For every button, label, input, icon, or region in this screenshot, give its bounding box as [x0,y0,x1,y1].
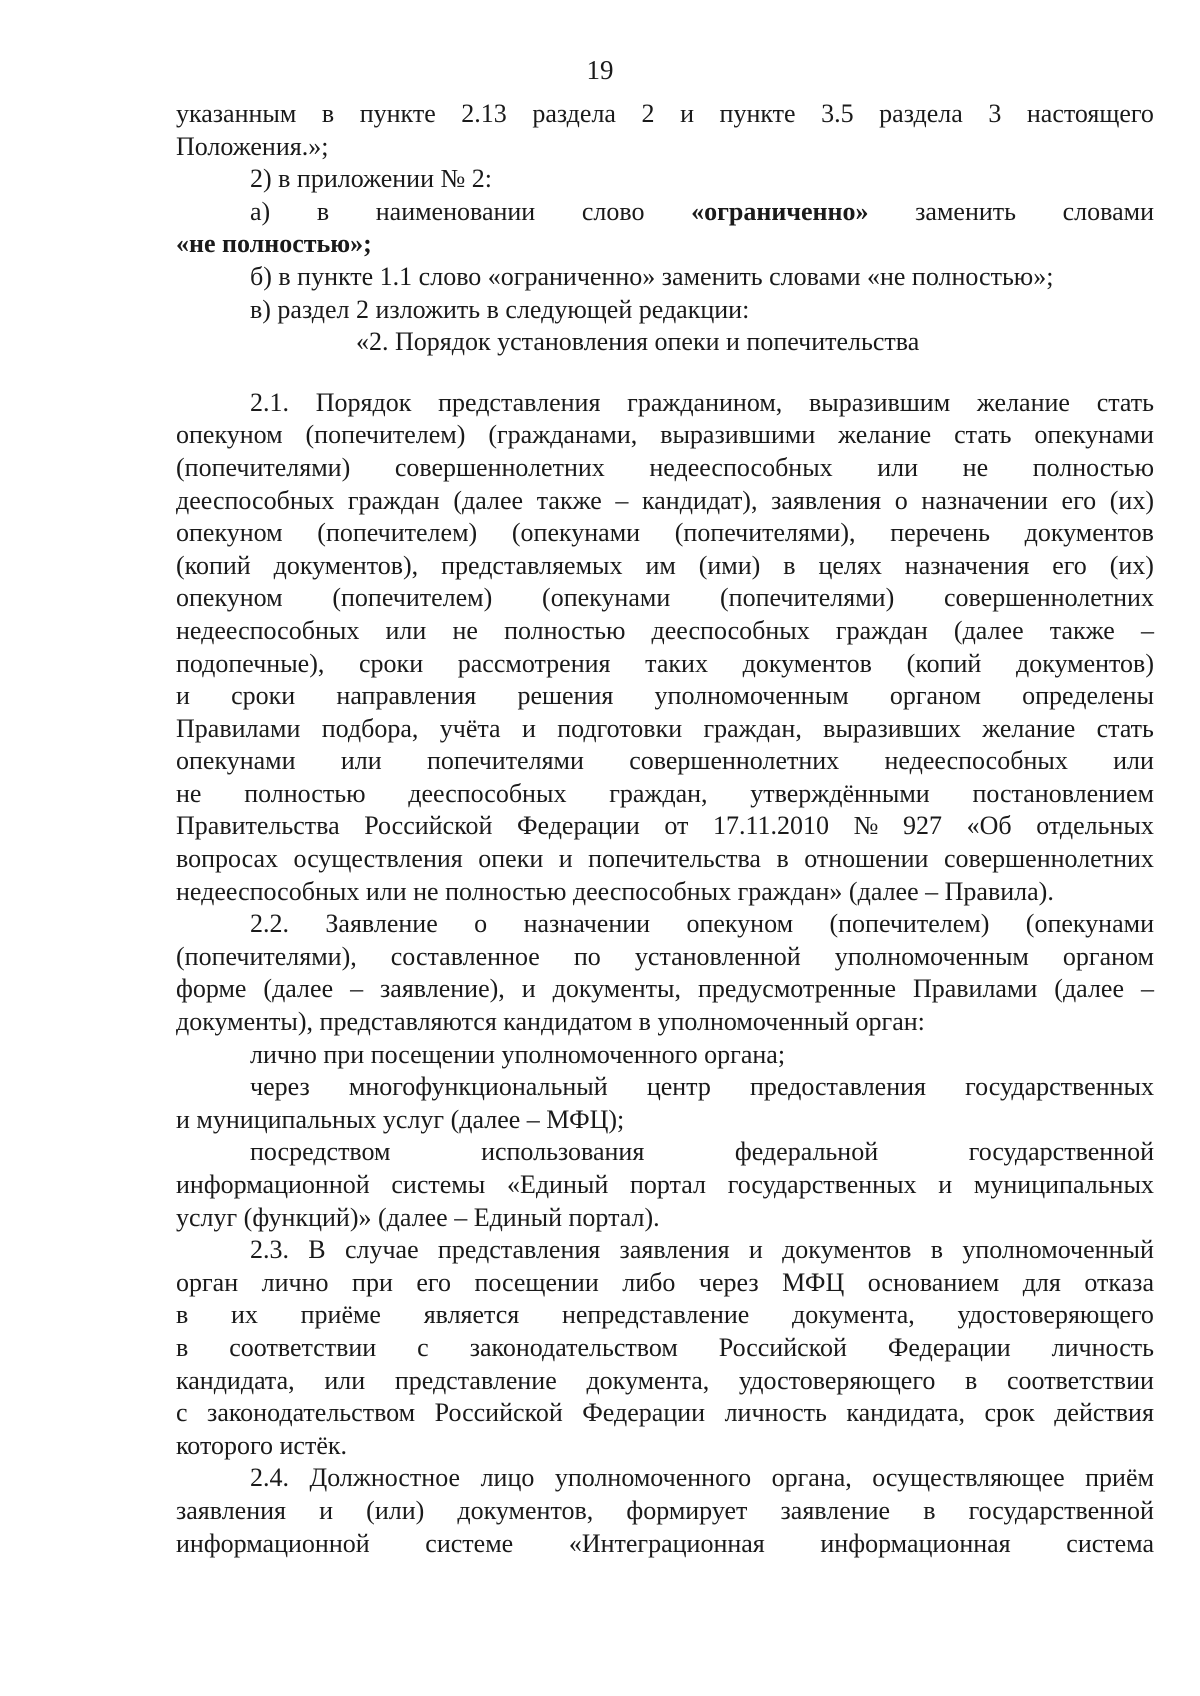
document-body [176,98,1154,1560]
word: назначения [904,550,1030,580]
word: Правилами [176,713,301,743]
text-line [176,1332,1154,1365]
word: государственной [968,1137,1154,1167]
word: (далее [1054,974,1125,1004]
word: или [340,746,382,776]
word: выразившими [660,420,816,450]
word: посредством [250,1137,391,1167]
word: Федерации [887,1332,1011,1362]
word: (их) [1109,550,1154,580]
word: портал [629,1170,706,1199]
word: в [776,844,789,874]
word: пункте [359,99,436,128]
word: подготовки [557,713,683,743]
word: дееспособных [651,615,810,645]
word: через [250,1072,310,1102]
word: о [474,909,488,939]
word: отдельных [1036,811,1154,841]
word: отношении [804,844,929,874]
word: и [176,681,190,711]
word: выразивших [823,713,961,743]
word: и [521,713,536,743]
word: Должностное [309,1463,461,1493]
word: 2.2. [250,909,289,939]
word: гражданином, [627,387,783,417]
word: вопросах [176,844,279,874]
text-line [176,1267,1154,1300]
word: в [316,196,330,226]
word: В [308,1235,326,1265]
word: предоставления [750,1072,926,1102]
word: настоящего [1026,99,1154,128]
word: информационная [820,1528,1011,1558]
word: или [385,615,427,645]
word: 2.4. [250,1463,289,1493]
word: выразившим [809,387,951,417]
word: осуществляющее [872,1463,1065,1493]
word: граждан [835,615,928,645]
text-line: б) в пункте 1.1 слово «ограниченно» заменить словами «не полностью»; [250,261,1054,291]
word: представляемых [441,550,623,580]
word: и [748,1235,763,1265]
word: о [894,485,908,515]
word: документы, [552,974,681,1004]
word: законодательством [469,1332,678,1362]
word: не [176,778,202,808]
word: формирует [626,1495,748,1525]
word: приём [1085,1463,1154,1493]
word: в [176,1300,189,1330]
word: органом [1062,941,1154,971]
word: удостоверяющего [957,1300,1154,1330]
word: личность [724,1398,827,1428]
bold-text: «не полностью»; [176,229,372,259]
word: его [416,1267,451,1297]
word: попечителями [426,746,584,776]
word: для [1022,1267,1061,1297]
word: 2.13 [461,99,507,128]
word: решения [517,681,614,711]
section-heading: «2. Порядок установления опеки и попечительства [356,327,920,357]
word: перечень [890,518,990,548]
word: 3 [988,99,1002,128]
word: документов [742,648,872,678]
word: (копий [906,648,982,678]
word: дееспособных [408,778,567,808]
word: документа, [792,1300,915,1330]
word: личность [1051,1332,1154,1362]
text-line: недееспособных или не полностью дееспособных граждан» (далее – Правила). [176,876,1054,906]
word: совершеннолетних [394,452,605,482]
text-line [176,1365,1154,1398]
text-line [176,745,1154,778]
blank-gap [176,359,1154,387]
word: опекунами [1034,420,1154,450]
word: уполномоченным [654,681,849,711]
text-line: 2) в приложении № 2: [250,164,493,194]
text-line: Положения.»; [176,131,329,161]
word: кандидата, [846,1398,966,1428]
word: Федерации [582,1398,706,1428]
word: (попечителем) [332,583,493,613]
word: в [321,99,335,128]
word: информационной [176,1170,370,1199]
word: 17.11.2010 [712,811,830,841]
word: – [350,974,364,1004]
word: предусмотренные [697,974,896,1004]
word: совершеннолетних [629,746,840,776]
word: стать [954,420,1012,450]
word: Федерации [516,811,640,841]
word: в [965,1365,978,1395]
word: граждан [347,485,440,515]
word: представления [438,387,601,417]
text-line [176,778,1154,811]
word: раздела [532,99,616,128]
word: «Об [966,811,1012,841]
word: «Интеграционная [568,1528,765,1558]
word: лицо [480,1463,535,1493]
word: кандидата, [176,1365,295,1395]
word: – [1140,615,1154,645]
word: с [417,1332,429,1362]
word: (попечителями), [176,941,357,971]
word: № [853,811,879,841]
word: кандидат), [642,485,758,515]
word: подопечные), [176,648,325,678]
word: составленное [390,941,540,971]
word: рассмотрения [457,648,611,678]
word: является [423,1300,520,1330]
text-line [176,973,1154,1006]
word: документов, [457,1495,594,1525]
word: уполномоченным [834,941,1029,971]
word: его [1052,550,1087,580]
word: и [558,844,573,874]
word: государственных [727,1170,917,1199]
word: не [452,615,478,645]
word: желание [976,387,1070,417]
word: «Единый [506,1170,609,1199]
text-line [176,582,1154,615]
text-line [176,485,1154,518]
word: (опекунами [1025,909,1154,939]
word: заявление), [380,974,505,1004]
word: учёта [439,713,501,743]
word: Российской [364,811,493,841]
word: МФЦ [782,1267,845,1297]
word: (далее [263,974,334,1004]
word-bold: «ограниченно» [691,196,869,226]
word: попечительства [588,844,761,874]
word: посещении [474,1267,599,1297]
word: пункте [719,99,796,128]
word: опеки [478,844,544,874]
word: слово [581,196,645,226]
word: или [1113,746,1154,776]
word: (опекунами [511,518,641,548]
word: приёме [300,1300,381,1330]
word: либо [622,1267,676,1297]
word: установленной [634,941,801,971]
word: совершеннолетних [943,844,1154,874]
word: (попечителями) [720,583,895,613]
word: государственной [968,1495,1154,1525]
word: срок [984,1398,1035,1428]
word: также [536,485,602,515]
word: недееспособных [884,746,1068,776]
word: при [352,1267,393,1297]
word: определены [1022,681,1154,711]
text-line [176,228,1154,261]
word: система [1066,1528,1154,1558]
word: или [877,452,919,482]
text-line [176,1299,1154,1332]
word: опекуном [176,420,283,450]
word: совершеннолетних [944,583,1154,613]
word: уполномоченного [554,1463,752,1493]
text-line [176,387,1154,420]
word: опекуном [176,518,283,548]
text-line [176,941,1154,974]
word: системе [425,1528,514,1558]
word: осуществления [293,844,463,874]
word: граждан, [609,778,708,808]
text-line [176,648,1154,681]
text-line [176,908,1154,941]
word: (попечителем) [317,518,478,548]
word: назначении [921,485,1048,515]
word: использования [481,1137,645,1167]
word: целях [818,550,882,580]
word: и [680,99,694,128]
word: раздела [879,99,963,128]
word: им [645,550,676,580]
word: Заявление [325,909,438,939]
word: заменить [915,196,1016,226]
word: (далее [453,485,524,515]
text-line [176,452,1154,485]
text-line [176,1528,1154,1561]
word: направления [336,681,477,711]
word: документа, [586,1365,710,1395]
word: (попечителем) [829,909,990,939]
word: дееспособных [176,485,335,515]
word: многофункциональный [348,1072,608,1102]
text-line [176,1071,1154,1104]
word: документов [782,1235,912,1265]
word: в [783,550,796,580]
word: от [664,811,689,841]
word: указанным [176,99,297,128]
word: заявления [176,1495,287,1525]
text-line [176,713,1154,746]
word: отказа [1084,1267,1154,1297]
text-line: лично при посещении уполномоченного органа; [250,1039,786,1069]
word: его [1061,485,1097,515]
word: и [521,974,536,1004]
word: представления [437,1235,601,1265]
text-line: в) раздел 2 изложить в следующей редакции: [250,294,750,324]
text-line [176,419,1154,452]
word: (гражданами, [488,420,638,450]
text-line [176,1462,1154,1495]
word: (или) [366,1495,425,1525]
word: – [615,485,629,515]
word: опекуном [176,583,283,613]
word: (опекунами [542,583,671,613]
word: случае [344,1235,419,1265]
word: непредставление [561,1300,750,1330]
text-line [176,517,1154,550]
word: 2.3. [250,1235,289,1265]
word: (копий [176,550,251,580]
page-number: 19 [586,55,614,85]
word: и [938,1170,953,1199]
text-line [176,550,1154,583]
word: постановлением [972,778,1154,808]
item-a-line [176,196,1154,229]
word: недееспособных [649,452,833,482]
word: орган [176,1267,239,1297]
word: также [1049,615,1115,645]
word: представление [394,1365,557,1395]
word: в [923,1495,936,1525]
word: в [930,1235,944,1265]
text-line [176,810,1154,843]
word: по [573,941,601,971]
word: (попечителями), [674,518,856,548]
word: или [324,1365,366,1395]
word: Правительства [176,811,340,841]
word: желание [982,713,1076,743]
word: желание [838,420,932,450]
word: соответствии [229,1332,377,1362]
word: органом [889,681,981,711]
word: (ими) [698,550,761,580]
text-line [176,843,1154,876]
word: документов [1024,518,1154,548]
word: заявления [771,485,882,515]
word: не [962,452,989,482]
word: муниципальных [973,1170,1154,1199]
word: Правилами [912,974,1038,1004]
word: информационной [176,1528,370,1558]
word: стать [1096,387,1154,417]
word: 2.1. [250,387,289,417]
word: документов), [273,550,419,580]
word: таких [645,648,708,678]
word: и [319,1495,334,1525]
word: (попечителями) [176,452,351,482]
word: органа, [771,1463,852,1493]
word: утверждёнными [750,778,930,808]
word: (попечителем) [305,420,466,450]
word: – [1140,974,1154,1004]
word: Российской [434,1398,563,1428]
word: (их) [1109,485,1154,515]
word: словами [1062,196,1154,226]
word: 927 [903,811,943,841]
text-line [176,1234,1154,1267]
word: в [176,1332,189,1362]
word: с [176,1398,188,1428]
word: документов) [1015,648,1154,678]
text-line [176,615,1154,648]
text-line [176,1495,1154,1528]
word: назначении [523,909,651,939]
word: сроки [359,648,424,678]
word: (далее [953,615,1024,645]
word: государственных [965,1072,1154,1102]
text-line: услуг (функций)» (далее – Единый портал). [176,1202,660,1232]
word: центр [646,1072,711,1102]
word: стать [1096,713,1154,743]
text-line [176,1136,1154,1169]
word: опекуном [686,909,794,939]
word: Российской [718,1332,847,1362]
word: граждан, [703,713,802,743]
word: системы [391,1170,486,1199]
text-line: и муниципальных услуг (далее – МФЦ); [176,1104,625,1134]
word: полностью [504,615,626,645]
word: через [698,1267,759,1297]
text-line: которого истёк. [176,1430,347,1460]
word: полностью [244,778,366,808]
word: соответствии [1007,1365,1154,1395]
word: полностью [1032,452,1154,482]
word: удостоверяющего [738,1365,936,1395]
word: их [230,1300,258,1330]
text-line [176,1169,1154,1202]
word: заявления [619,1235,730,1265]
word: 2 [641,99,655,128]
text-line [176,680,1154,713]
word: заявление [780,1495,891,1525]
word: 3.5 [821,99,854,128]
word: недееспособных [176,615,360,645]
word: основанием [867,1267,1000,1297]
word: действия [1054,1398,1154,1428]
word: уполномоченный [962,1235,1154,1265]
word: законодательством [207,1398,416,1428]
text-line: документы), представляются кандидатом в уполномоченный орган: [176,1007,925,1037]
word: наименовании [375,196,536,226]
word: сроки [231,681,296,711]
text-line [176,98,1154,131]
word: а) [250,196,271,226]
word: форме [176,974,247,1004]
text-line [176,1397,1154,1430]
word: федеральной [734,1137,879,1167]
word: Порядок [315,387,412,417]
word: подбора, [321,713,419,743]
word: лично [261,1267,329,1297]
word: опекунами [176,746,296,776]
